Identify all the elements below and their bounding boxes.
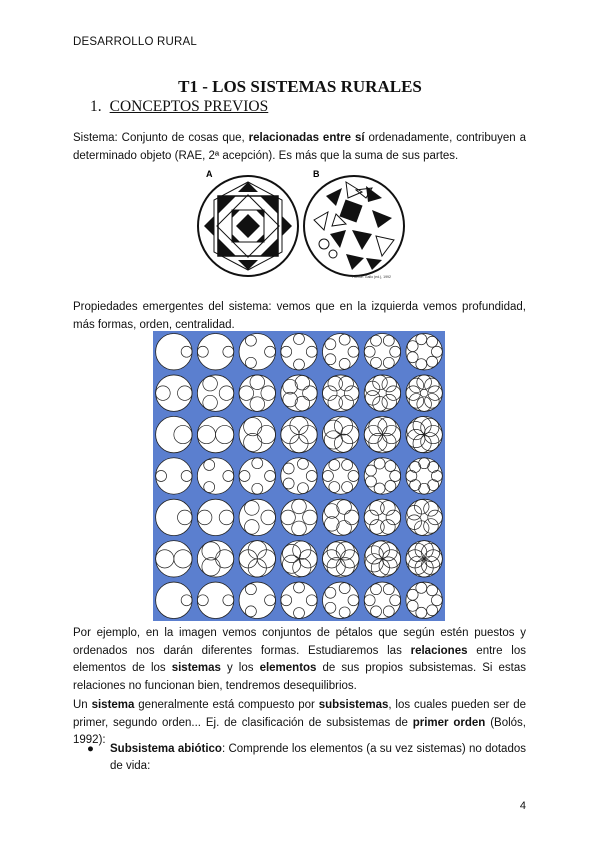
figure-petal-grid — [153, 331, 445, 621]
petal-cell — [197, 375, 233, 411]
bold-run: sistema — [91, 699, 135, 711]
petal-cell — [239, 458, 275, 494]
petal-cell — [156, 333, 192, 369]
petal-cell — [197, 333, 233, 369]
petal-cell — [197, 499, 233, 535]
petal-cell — [281, 416, 317, 452]
text-run: : Comprende los elementos (a su vez sistemas) no dotados de vida: — [110, 743, 526, 772]
page-number: 4 — [519, 800, 526, 812]
petal-cell — [322, 458, 358, 494]
paragraph-system-definition — [73, 130, 526, 165]
petal-cell — [281, 458, 317, 494]
petal-cell — [156, 499, 192, 535]
text-run: y los — [220, 662, 260, 674]
text-run: de sus propios subsistemas. Si estas relaciones no funcionan bien, tendremos desequilibrios. — [73, 662, 526, 692]
petal-cell — [197, 416, 233, 452]
diagram-a — [198, 176, 298, 276]
petal-cell — [406, 582, 442, 618]
petal-cell — [156, 582, 192, 618]
petal-cell — [364, 541, 400, 577]
bold-run: primer orden — [412, 716, 486, 729]
petal-cell — [364, 499, 400, 535]
petal-cell — [239, 582, 275, 618]
bold-run: Subsistema abiótico — [110, 743, 222, 755]
petal-cell — [239, 375, 275, 411]
petal-cell — [156, 416, 192, 452]
running-header: DESARROLLO RURAL — [73, 36, 197, 48]
petal-cell — [406, 458, 442, 494]
petal-cell — [322, 375, 358, 411]
petal-cell — [281, 582, 317, 618]
petal-cell — [406, 499, 442, 535]
figure-system-diagrams — [196, 168, 408, 280]
bold-run: subsistemas — [318, 699, 389, 711]
petal-cell — [197, 582, 233, 618]
petal-cell — [364, 333, 400, 369]
paragraph-emergent-properties: Propiedades emergentes del sistema: vemos que en la izquierda vemos profundidad, más formas, orden, centralidad. — [73, 301, 526, 331]
petal-cell — [239, 499, 275, 535]
text-run: , los cuales pueden ser de primer, segundo orden... Ej. de clasificación de subsistemas de — [73, 699, 526, 729]
petal-cell — [406, 541, 442, 577]
text-run: Por ejemplo, en la imagen vemos conjuntos de pétalos que según estén puestos y ordenados nos darán diferentes formas. Estudiaremos las — [73, 627, 526, 657]
petal-cell — [239, 541, 275, 577]
paragraph-petals-example — [73, 625, 526, 695]
petal-cell — [322, 499, 358, 535]
petal-cell — [156, 375, 192, 411]
petal-cell — [364, 582, 400, 618]
petal-cell — [322, 416, 358, 452]
text-run: (Bolós, 1992): — [73, 716, 526, 746]
petal-cell — [406, 375, 442, 411]
text-run: ordenadamente, contribuyen a determinado objeto (RAE, 2ª acepción). Es más que la suma de sus partes. — [73, 132, 526, 162]
petal-cell — [406, 333, 442, 369]
diagram-b-label: B — [313, 169, 320, 179]
bold-run: relaciones — [410, 644, 468, 657]
bold-run: relacionadas entre sí — [248, 132, 365, 144]
petal-cell — [239, 416, 275, 452]
figure-credit: Fuente: Gallo (ed.), 1992 — [352, 275, 391, 279]
text-run: Sistema: Conjunto de cosas que, — [73, 132, 249, 144]
petal-cell — [322, 582, 358, 618]
petal-cell — [281, 499, 317, 535]
petal-cell — [364, 458, 400, 494]
text-run: generalmente está compuesto por — [134, 699, 319, 711]
petal-cell — [364, 416, 400, 452]
diagram-b — [304, 176, 404, 276]
section-title: CONCEPTOS PREVIOS — [109, 98, 269, 115]
text-run: entre los elementos de los — [73, 644, 526, 674]
section-number: 1. — [90, 98, 102, 115]
petal-cell — [281, 541, 317, 577]
petal-cell — [281, 375, 317, 411]
text-run: Un — [73, 699, 92, 711]
section-heading — [90, 98, 268, 116]
petal-cell — [364, 375, 400, 411]
bullet-marker: ● — [87, 743, 94, 755]
bold-run: elementos — [259, 662, 317, 674]
petal-cell — [197, 458, 233, 494]
petal-cell — [156, 458, 192, 494]
list-item — [87, 741, 526, 775]
petal-cell — [239, 333, 275, 369]
petal-cell — [322, 333, 358, 369]
petal-cell — [322, 541, 358, 577]
petal-cell — [406, 416, 442, 452]
petal-cell — [156, 541, 192, 577]
petal-cell — [281, 333, 317, 369]
page-title: T1 - LOS SISTEMAS RURALES — [178, 77, 422, 96]
diagram-a-label: A — [206, 169, 213, 179]
petal-cell — [197, 541, 233, 577]
bold-run: sistemas — [171, 662, 221, 674]
